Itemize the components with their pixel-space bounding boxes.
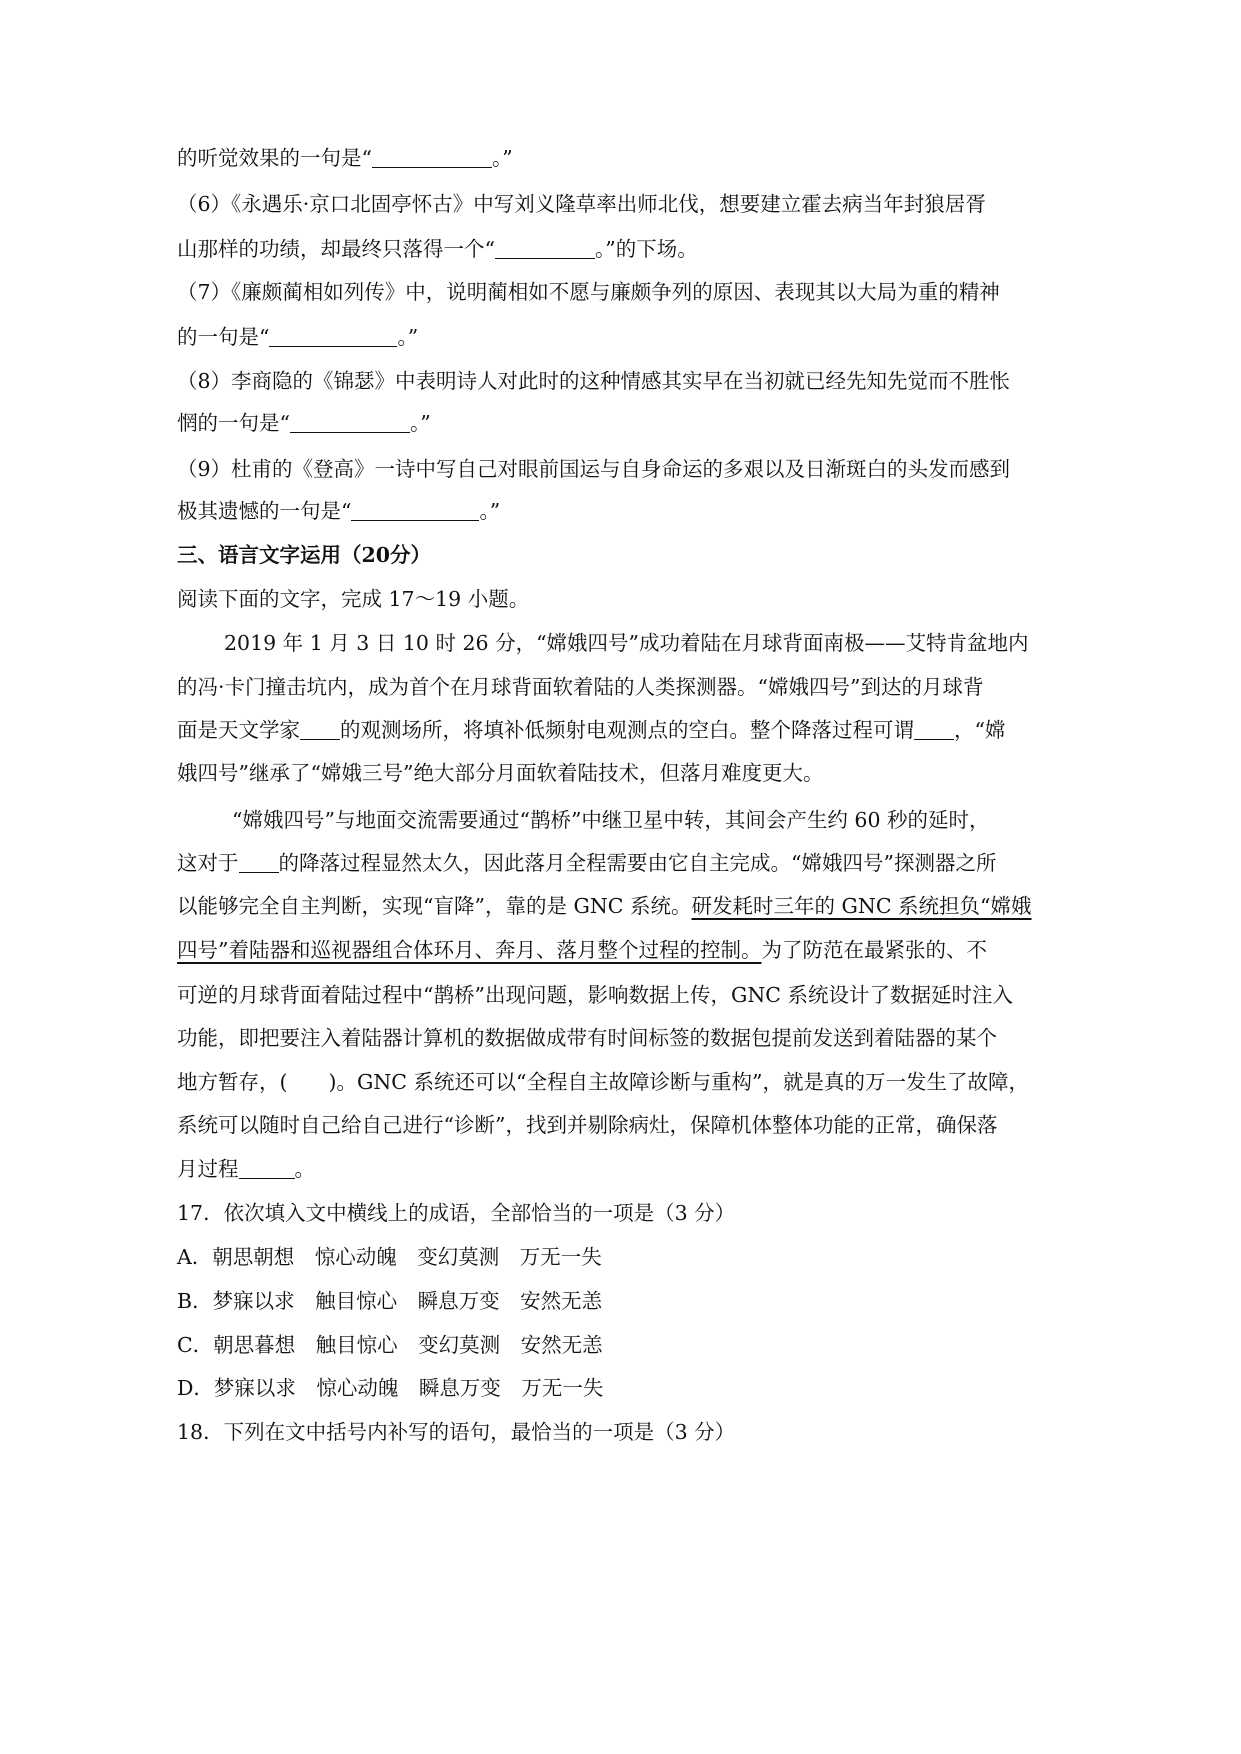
passage-line: 四号”着陆器和巡视器组合体环月、奔月、落月整个过程的控制。为了防范在最紧张的、不 [177,938,987,962]
q8-answer-line: 惘的一句是“ 。” [177,411,431,435]
q8-prompt: （8）李商隐的《锦瑟》中表明诗人对此时的这种情感其实早在当初就已经先知先觉而不胜怅 [177,369,1011,393]
idiom-blank [239,1158,295,1179]
passage-line: 2019 年 1 月 3 日 10 时 26 分，“嫦娥四号”成功着陆在月球背面南极——艾特肯盆地内 [224,631,1029,655]
idiom-blank [239,852,279,873]
passage-line: 这对于 的降落过程显然太久，因此落月全程需要由它自主完成。“嫦娥四号”探测器之所 [177,851,997,875]
passage-line: 的冯·卡门撞击坑内，成为首个在月球背面软着陆的人类探测器。“嫦娥四号”到达的月球背 [177,675,984,699]
q6-prompt: （6）《永遇乐·京口北固亭怀古》中写刘义隆草率出师北伐，想要建立霍去病当年封狼居胥 [177,192,986,216]
option-d: D．梦寐以求 惊心动魄 瞬息万变 万无一失 [177,1376,604,1400]
idiom-blank [914,719,954,740]
q7-prompt: （7）《廉颇蔺相如列传》中，说明蔺相如不愿与廉颇争列的原因、表现其以大局为重的精神 [177,280,1000,304]
idiom-blank [300,719,340,740]
option-a: A．朝思朝想 惊心动魄 变幻莫测 万无一失 [177,1245,602,1269]
q9-answer-line: 极其遗憾的一句是“ 。” [177,499,501,523]
passage-line: 月过程 。 [177,1157,315,1181]
option-b: B．梦寐以求 触目惊心 瞬息万变 安然无恙 [177,1289,603,1313]
question-17: 17．依次填入文中横线上的成语，全部恰当的一项是（3 分） [177,1201,736,1225]
passage-line: 娥四号”继承了“嫦娥三号”绝大部分月面软着陆技术，但落月难度更大。 [177,761,824,785]
q7-answer-line: 的一句是“ 。” [177,325,419,349]
answer-blank [495,238,595,259]
underlined-sentence: 四号”着陆器和巡视器组合体环月、奔月、落月整个过程的控制。 [177,938,762,962]
passage-line: 面是天文学家 的观测场所，将填补低频射电观测点的空白。整个降落过程可谓 ，“嫦 [177,718,1006,742]
q9-prompt: （9）杜甫的《登高》一诗中写自己对眼前国运与自身命运的多艰以及日渐斑白的头发而感到 [177,457,1011,481]
answer-blank [351,500,479,521]
passage-line: 系统可以随时自己给自己进行“诊断”，找到并剔除病灶，保障机体整体功能的正常，确保落 [177,1113,998,1137]
reading-instruction: 阅读下面的文字，完成 17～19 小题。 [177,587,530,611]
answer-blank [269,326,397,347]
answer-blank [290,412,410,433]
q5-answer-line: 的听觉效果的一句是“ 。” [177,146,513,170]
answer-blank [372,147,492,168]
passage-line: 功能，即把要注入着陆器计算机的数据做成带有时间标签的数据包提前发送到着陆器的某个 [177,1026,997,1050]
passage-line: 地方暂存，( )。GNC 系统还可以“全程自主故障诊断与重构”，就是真的万一发生了故障， [177,1070,1029,1094]
question-18: 18．下列在文中括号内补写的语句，最恰当的一项是（3 分） [177,1420,736,1444]
underlined-sentence: 研发耗时三年的 GNC 系统担负“嫦娥 [691,894,1032,918]
passage-line: 可逆的月球背面着陆过程中“鹊桥”出现问题，影响数据上传，GNC 系统设计了数据延时注入 [177,983,1013,1007]
passage-line: “嫦娥四号”与地面交流需要通过“鹊桥”中继卫星中转，其间会产生约 60 秒的延时， [232,808,990,832]
passage-line: 以能够完全自主判断，实现“盲降”，靠的是 GNC 系统。研发耗时三年的 GNC 系统担负“嫦娥 [177,894,1032,918]
q6-answer-line: 山那样的功绩，却最终只落得一个“ 。”的下场。 [177,237,698,261]
option-c: C．朝思暮想 触目惊心 变幻莫测 安然无恙 [177,1333,603,1357]
section-heading: 三、语言文字运用（20分） [177,543,432,567]
